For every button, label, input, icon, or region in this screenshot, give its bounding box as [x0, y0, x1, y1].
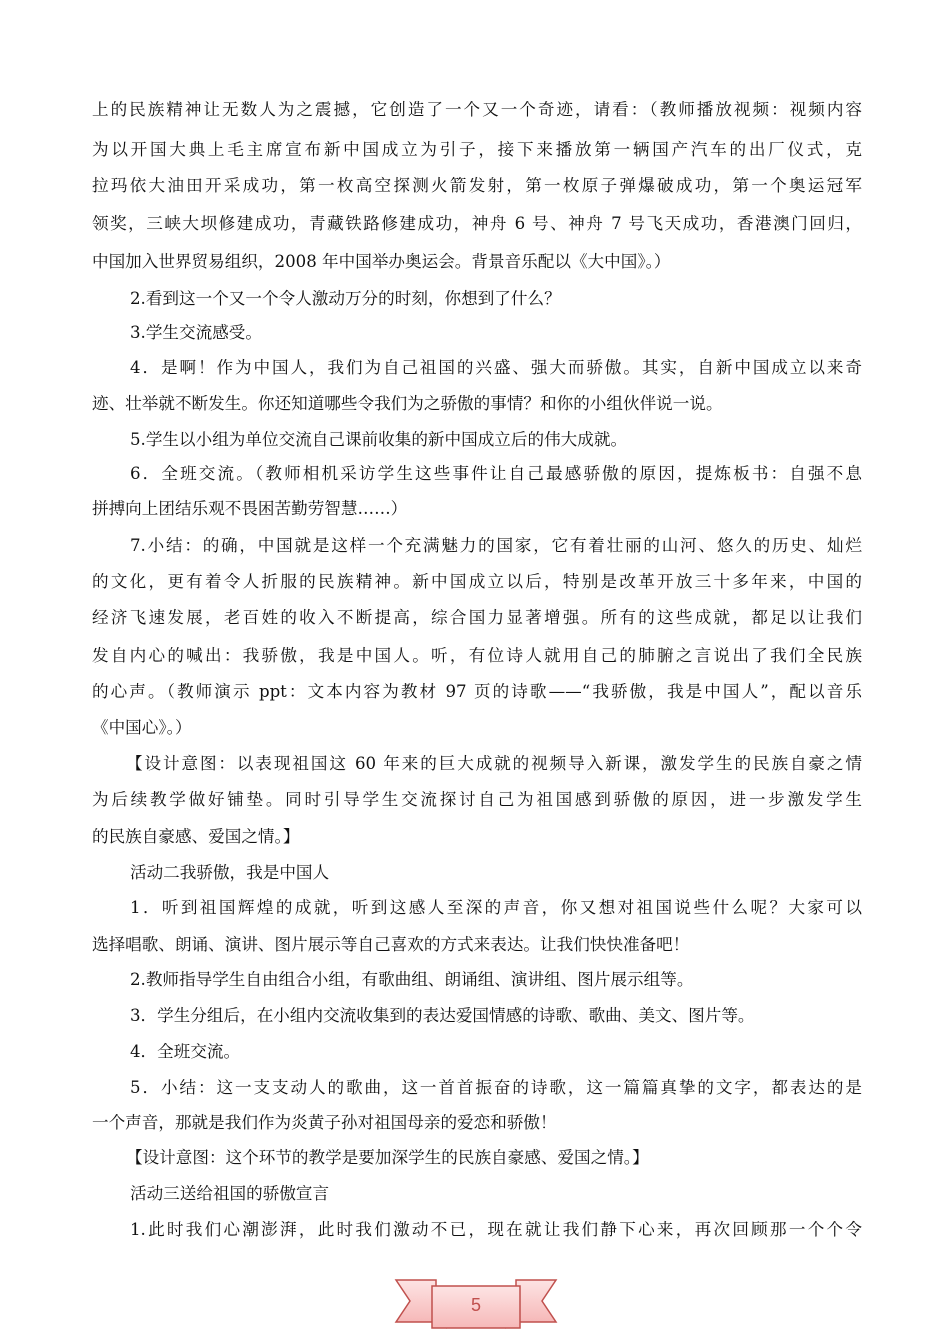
body-line: 6．全班交流。（教师相机采访学生这些事件让自己最感骄傲的原因，提炼板书：自强不息 [130, 464, 862, 483]
body-line: 4．全班交流。 [130, 1042, 241, 1061]
body-line: 1．听到祖国辉煌的成就，听到这感人至深的声音，你又想对祖国说些什么呢？大家可以 [130, 898, 862, 917]
design-intent-line: 【设计意图：这个环节的教学是要加深学生的民族自豪感、爱国之情。】 [126, 1148, 649, 1167]
body-line: 3.学生交流感受。 [130, 323, 262, 342]
body-line: 2.教师指导学生自由组合小组，有歌曲组、朗诵组、演讲组、图片展示组等。 [130, 970, 694, 989]
activity-heading: 活动二我骄傲，我是中国人 [130, 863, 330, 882]
body-line: 为以开国大典上毛主席宣布新中国成立为引子，接下来播放第一辆国产汽车的出厂仪式，克 [92, 140, 862, 159]
body-line: 1.此时我们心潮澎湃，此时我们激动不已，现在就让我们静下心来，再次回顾那一个个令 [130, 1220, 862, 1239]
body-line: 发自内心的喊出：我骄傲，我是中国人。听，有位诗人就用自己的肺腑之言说出了我们全民族 [92, 646, 862, 665]
page-number: 5 [470, 1295, 481, 1315]
body-line: 5.学生以小组为单位交流自己课前收集的新中国成立后的伟大成就。 [130, 430, 628, 449]
body-line: 选择唱歌、朗诵、演讲、图片展示等自己喜欢的方式来表达。让我们快快准备吧！ [92, 935, 690, 954]
body-line: 5．小结：这一支支动人的歌曲，这一首首振奋的诗歌，这一篇篇真挚的文字，都表达的是 [130, 1078, 862, 1097]
body-line: 上的民族精神让无数人为之震撼，它创造了一个又一个奇迹，请看：（教师播放视频：视频内容 [92, 100, 862, 119]
body-line: 《中国心》。） [92, 718, 192, 737]
body-line: 拼搏向上团结乐观不畏困苦勤劳智慧……） [92, 499, 408, 518]
body-line: 拉玛依大油田开采成功，第一枚高空探测火箭发射，第一枚原子弹爆破成功，第一个奥运冠军 [92, 176, 862, 195]
body-line: 的心声。（教师演示 ppt：文本内容为教材 97 页的诗歌——“我骄傲，我是中国人”，配以音乐 [92, 682, 862, 701]
body-line: 3．学生分组后，在小组内交流收集到的表达爱国情感的诗歌、歌曲、美文、图片等。 [130, 1006, 755, 1025]
activity-heading: 活动三送给祖国的骄傲宣言 [130, 1184, 330, 1203]
design-intent-line: 为后续教学做好铺垫。同时引导学生交流探讨自己为祖国感到骄傲的原因，进一步激发学生 [92, 790, 862, 809]
body-line: 一个声音，那就是我们作为炎黄子孙对祖国母亲的爱恋和骄傲！ [92, 1113, 557, 1132]
design-intent-line: 的民族自豪感、爱国之情。】 [92, 827, 300, 846]
body-line: 7.小结：的确，中国就是这样一个充满魅力的国家，它有着壮丽的山河、悠久的历史、灿烂 [130, 536, 862, 555]
body-line: 中国加入世界贸易组织，2008 年中国举办奥运会。背景音乐配以《大中国》。） [92, 252, 671, 271]
page-number-badge [392, 1270, 560, 1332]
body-line: 4．是啊！作为中国人，我们为自己祖国的兴盛、强大而骄傲。其实，自新中国成立以来奇 [130, 358, 862, 377]
body-line: 的文化，更有着令人折服的民族精神。新中国成立以后，特别是改革开放三十多年来，中国的 [92, 572, 862, 591]
design-intent-line: 【设计意图：以表现祖国这 60 年来的巨大成就的视频导入新课，激发学生的民族自豪之情 [126, 754, 862, 773]
body-line: 经济飞速发展，老百姓的收入不断提高，综合国力显著增强。所有的这些成就，都足以让我们 [92, 608, 862, 627]
body-line: 领奖，三峡大坝修建成功，青藏铁路修建成功，神舟 6 号、神舟 7 号飞天成功，香港澳门回归， [92, 214, 862, 233]
body-line: 迹、壮举就不断发生。你还知道哪些令我们为之骄傲的事情？和你的小组伙伴说一说。 [92, 394, 723, 413]
body-line: 2.看到这一个又一个令人激动万分的时刻，你想到了什么？ [130, 289, 561, 308]
